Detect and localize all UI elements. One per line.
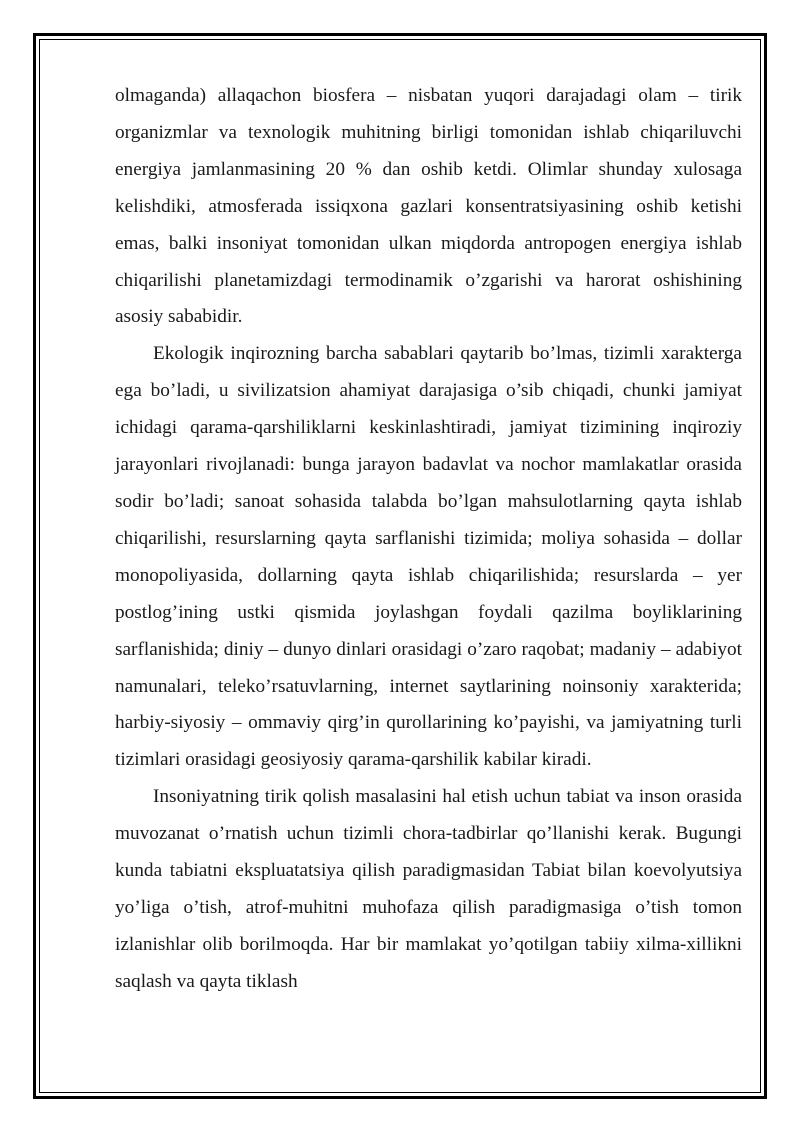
paragraph-continuation: olmaganda) allaqachon biosfera – nisbatan yuqori darajadagi olam – tirik organizmlar va texnologik muhitning birligi tomonidan ishlab chiqariluvchi energiya jamlanmasining 20 % dan oshib ketdi. Olimlar shunday xulosaga kelishdiki, atmosferada issiqxona gazlari konsentratsiyasining oshib ketishi emas, balki insoniyat tomonidan ulkan miqdorda antropogen energiya ishlab chiqarilishi planetamizdagi termodinamik o’zgarishi va harorat oshishining asosiy sababidir. (115, 85, 742, 328)
paragraph-humanity-survival: Insoniyatning tirik qolish masalasini hal etish uchun tabiat va inson orasida muvozanat o’rnatish uchun tizimli chora-tadbirlar qo’llanishi kerak. Bugungi kunda tabiatni ekspluatatsiya qilish paradigmasidan Tabiat bilan koevolyutsiya yo’liga o’tish, atrof-muhitni muhofaza qilish paradigmasiga o’tish tomon izlanishlar olib borilmoqda. Har bir mamlakat yo’qotilgan tabiiy xilma-xillikni saqlash va qayta tiklash (115, 786, 742, 992)
document-body (115, 78, 742, 1001)
paragraph-ecological-crisis: Ekologik inqirozning barcha sabablari qaytarib bo’lmas, tizimli xarakterga ega bo’ladi, u sivilizatsion ahamiyat darajasiga o’sib chiqadi, chunki jamiyat ichidagi qarama-qarshiliklarni keskinlashtiradi, jamiyat tizimining inqiroziy jarayonlari rivojlanadi: bunga jarayon badavlat va nochor mamlakatlar orasida sodir bo’ladi; sanoat sohasida talabda bo’lgan mahsulotlarning qayta ishlab chiqarilishi, resurslarning qayta sarflanishi tizimida; moliya sohasida – dollar monopoliyasida, dollarning qayta ishlab chiqarilishida; resurslarda – yer postlog’ining ustki qismida joylashgan foydali qazilma boyliklarining sarflanishida; diniy – dunyo dinlari orasidagi o’zaro raqobat; madaniy – adabiyot namunalari, teleko’rsatuvlarning, internet saytlarining noinsoniy xarakterida; harbiy-siyosiy – ommaviy qirg’in qurollarining ko’payishi, va jamiyatning turli tizimlari orasidagi geosiyosiy qarama-qarshilik kabilar kiradi. (115, 343, 742, 771)
